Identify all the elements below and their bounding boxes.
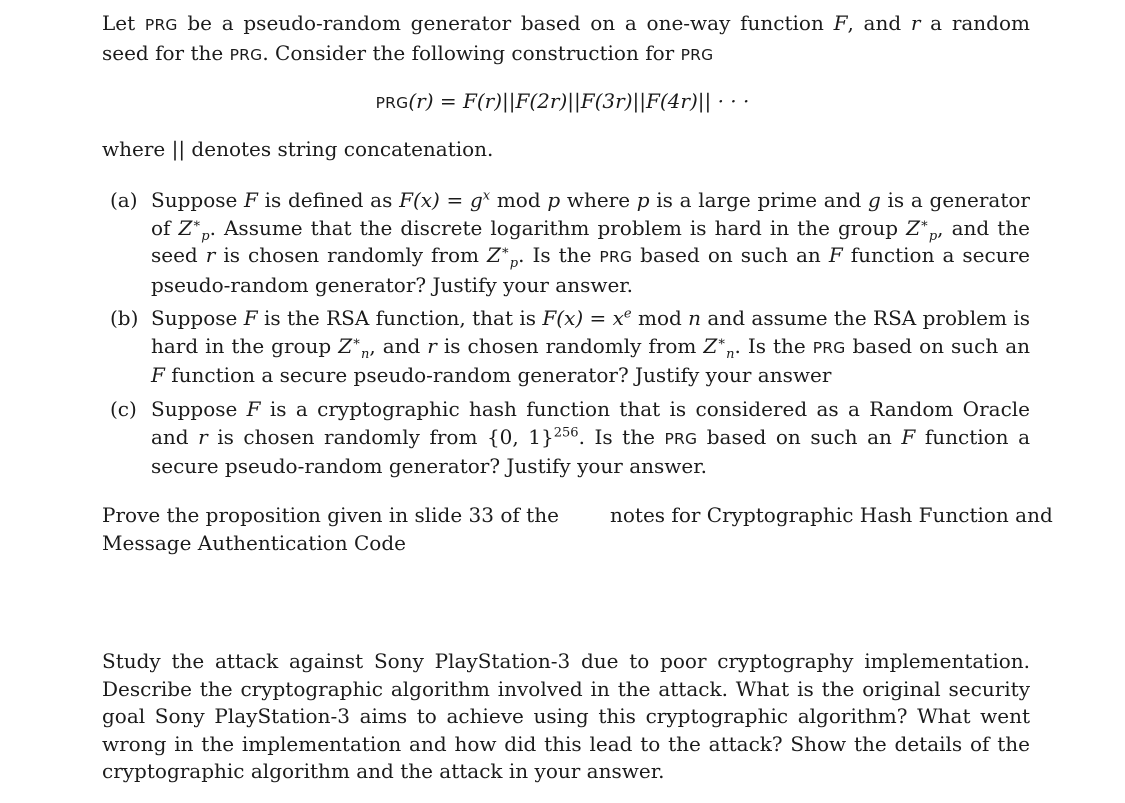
study-paragraph: Study the attack against Sony PlayStation-3 due to poor cryptography implementation. Describe the cryptographic algorithm involved in the attack. What is the original security goal Sony PlayStation-3 aims to achieve using this cryptographic algorithm? What went wrong in the implementation and how did this lead to the attack? Show the details of the cryptographic algorithm and the attack in your answer.: [102, 649, 1030, 783]
item-text: Suppose F is a cryptographic hash function that is considered as a Random Oracle and r is chosen randomly from {0, 1}$^{256}$. Is the PRG based on such an F function a secure pseudo-random generator? Justify your answer.: [151, 397, 1031, 478]
where-line: where || denotes string concatenation.: [102, 137, 494, 161]
intro-paragraph: Let PRG be a pseudo-random generator based on a one-way function F, and r a random seed for the PRG. Consider the following construction for PRG: [102, 11, 1030, 65]
item-label: (b): [110, 306, 139, 330]
item-text: Suppose F is the RSA function, that is $F(x) = x^e$ mod n and assume the RSA problem is hard in the group $Z^∗_n$, and r is chosen randomly from $Z^∗_n$. Is the PRG based on such an F function a secure pseudo-random generator? Justify your answer: [151, 306, 1031, 387]
item-label: (c): [110, 397, 137, 421]
prove-text-right: notes for Cryptographic Hash Function and: [610, 503, 1053, 527]
prg-equation: PRG(r) = F(r)||F(2r)||F(3r)||F(4r)|| · · ·: [375, 89, 750, 113]
prove-text-left: Prove the proposition given in slide 33 of the: [102, 503, 559, 527]
item-text: Suppose F is defined as $F(x) = g^x$ mod p where p is a large prime and g is a generator of $Z^∗_p$. Assume that the discrete logarithm problem is hard in the group $Z^∗_p$, and the seed r is chosen randomly from $Z^∗_p$. Is the PRG based on such an F function a secure pseudo-random generator? Justify your answer.: [151, 188, 1030, 297]
prove-text-line2: Message Authentication Code: [102, 531, 406, 555]
prg-symbol: PRG: [144, 16, 178, 34]
item-label: (a): [110, 188, 138, 212]
